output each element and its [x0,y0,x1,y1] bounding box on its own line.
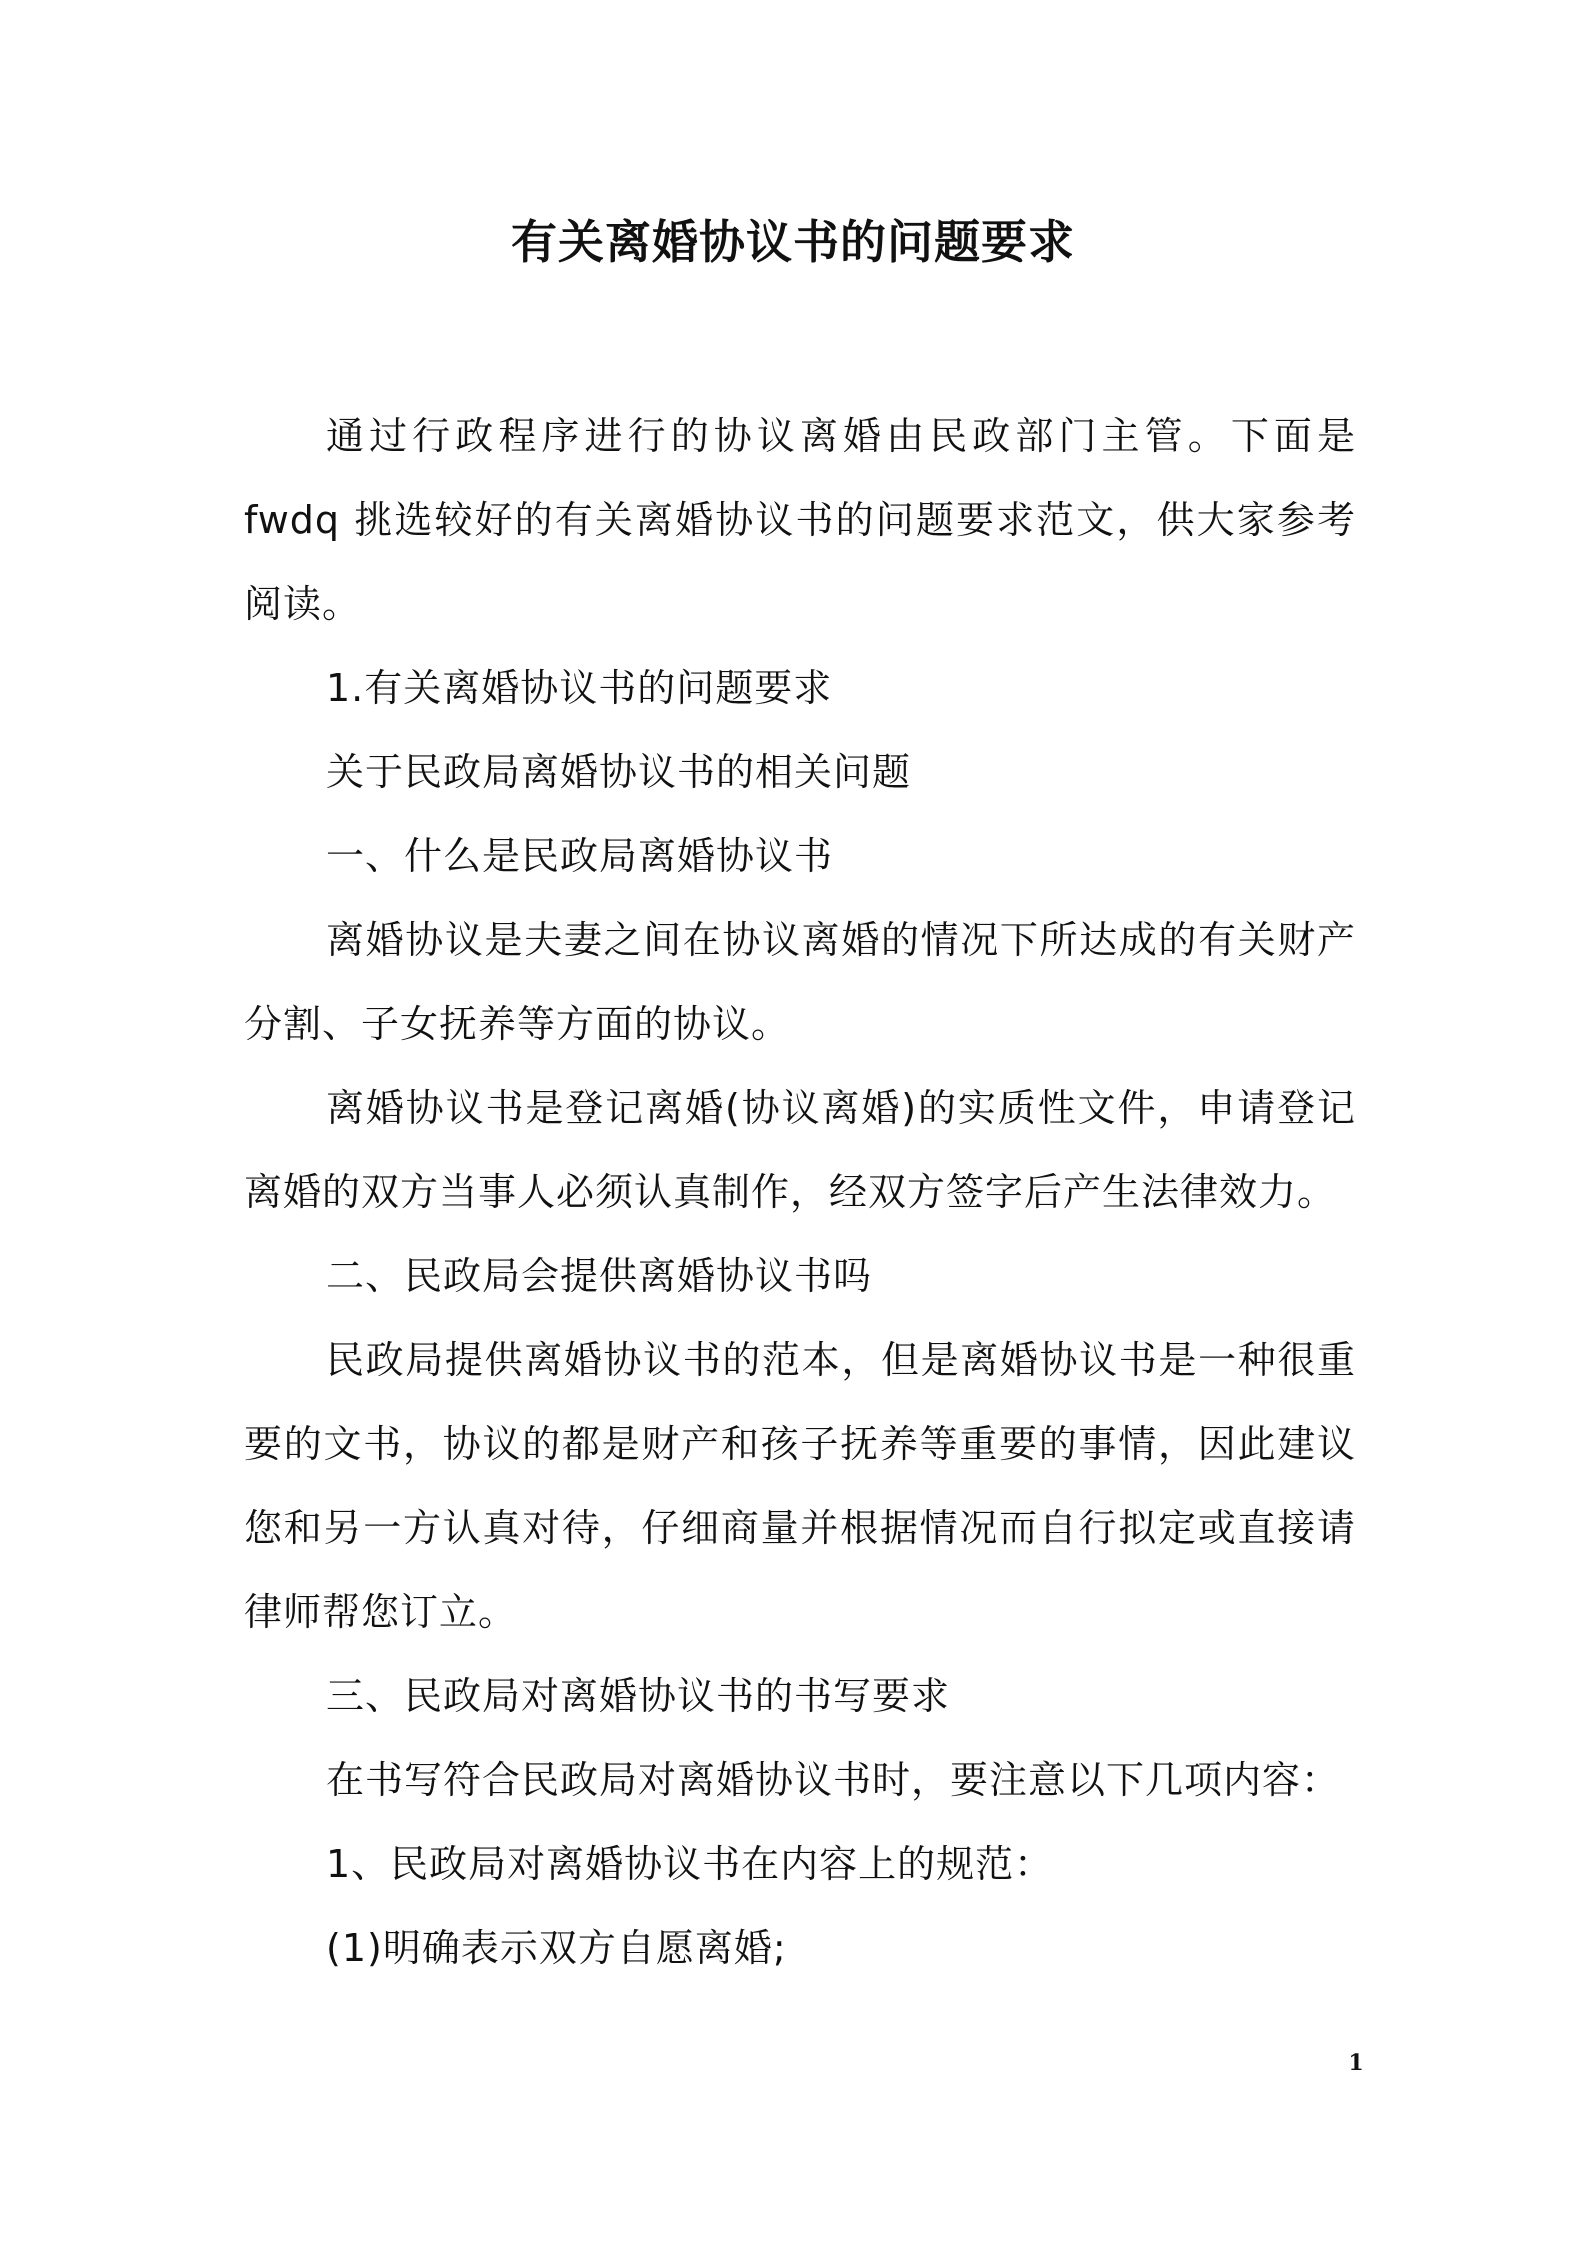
writing-intro-paragraph: 在书写符合民政局对离婚协议书时，要注意以下几项内容： [326,1758,1341,1802]
list-item-1: (1)明确表示双方自愿离婚; [326,1926,787,1970]
document-body [244,394,1356,1990]
content-norms-heading: 1、民政局对离婚协议书在内容上的规范： [326,1842,1054,1886]
subheading-related-issues: 关于民政局离婚协议书的相关问题 [326,750,912,794]
legal-effect-paragraph: 离婚协议书是登记离婚(协议离婚)的实质性文件，申请登记离婚的双方当事人必须认真制作，经双方签字后产生法律效力。 [244,1086,1356,1214]
heading-what-is: 一、什么是民政局离婚协议书 [326,834,834,878]
definition-paragraph: 离婚协议是夫妻之间在协议离婚的情况下所达成的有关财产分割、子女抚养等方面的协议。 [244,918,1356,1046]
heading-writing-requirements: 三、民政局对离婚协议书的书写要求 [326,1674,951,1718]
intro-paragraph: 通过行政程序进行的协议离婚由民政部门主管。下面是fwdq 挑选较好的有关离婚协议书的问题要求范文，供大家参考阅读。 [244,414,1356,626]
heading-provide-template: 二、民政局会提供离婚协议书吗 [326,1254,873,1298]
template-paragraph: 民政局提供离婚协议书的范本，但是离婚协议书是一种很重要的文书，协议的都是财产和孩子抚养等重要的事情，因此建议您和另一方认真对待，仔细商量并根据情况而自行拟定或直接请律师帮您订立。 [244,1338,1356,1634]
document-title: 有关离婚协议书的问题要求 [511,215,1075,269]
section-heading-1: 1.有关离婚协议书的问题要求 [326,666,833,710]
page-number: 1 [1348,2050,1364,2076]
